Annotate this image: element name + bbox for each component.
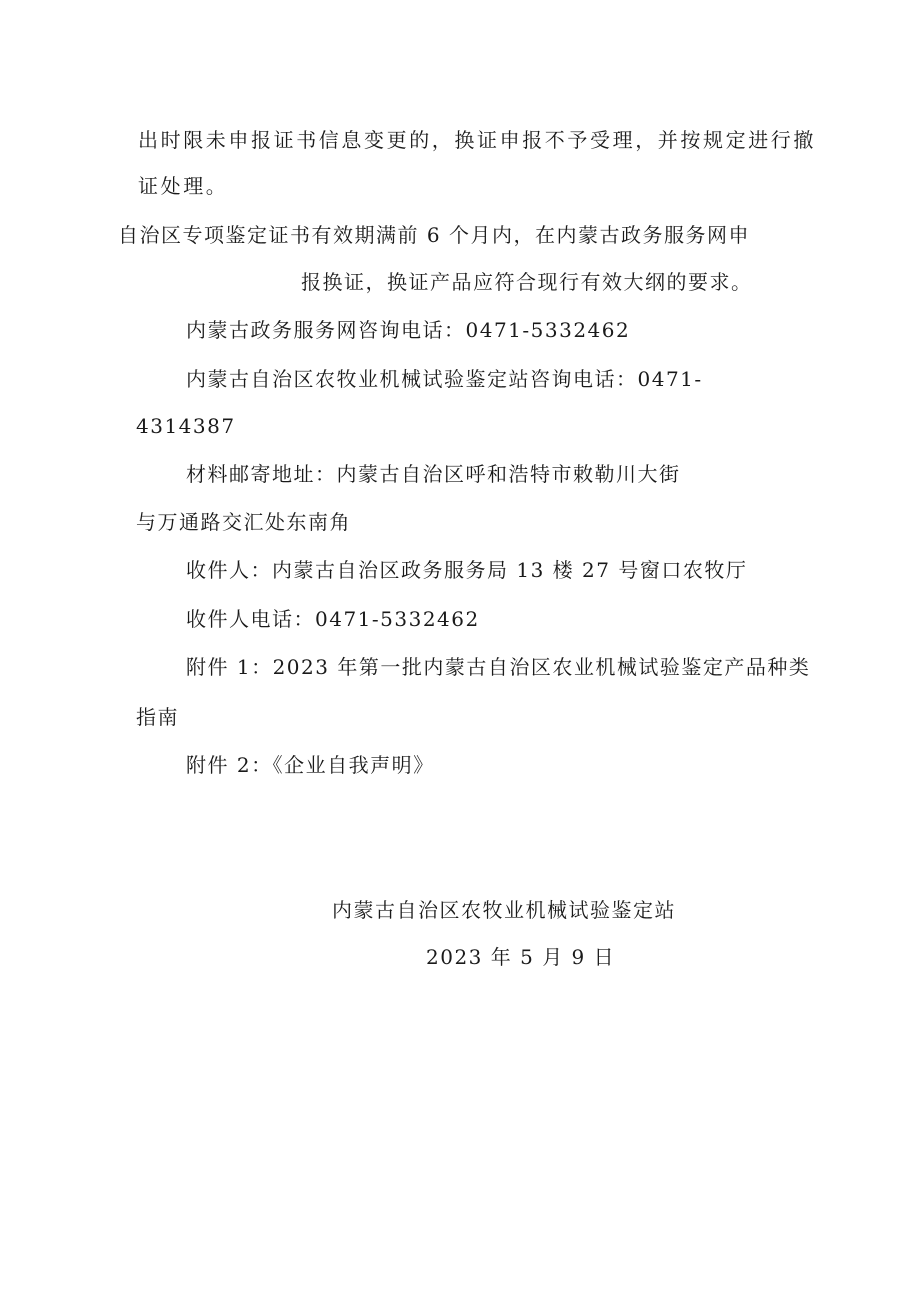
mailing-address-line-2: 与万通路交汇处东南角 bbox=[136, 510, 351, 534]
paragraph-2-line-2: 报换证，换证产品应符合现行有效大纲的要求。 bbox=[301, 270, 753, 294]
attachment-1-line-1: 附件 1：2023 年第一批内蒙古自治区农业机械试验鉴定产品种类 bbox=[186, 655, 811, 679]
station-hotline-line-2: 4314387 bbox=[136, 414, 236, 438]
paragraph-1-line-2: 证处理。 bbox=[138, 174, 229, 198]
signature-organization: 内蒙古自治区农牧业机械试验鉴定站 bbox=[332, 898, 676, 922]
station-hotline-line-1: 内蒙古自治区农牧业机械试验鉴定站咨询电话：0471- bbox=[186, 367, 703, 391]
paragraph-2-line-1: 自治区专项鉴定证书有效期满前 6 个月内，在内蒙古政务服务网申 bbox=[118, 223, 750, 247]
paragraph-1-line-1: 出时限未申报证书信息变更的，换证申报不予受理，并按规定进行撤 bbox=[138, 128, 816, 152]
recipient: 收件人：内蒙古自治区政务服务局 13 楼 27 号窗口农牧厅 bbox=[186, 558, 748, 582]
recipient-phone: 收件人电话：0471-5332462 bbox=[186, 607, 480, 631]
signature-date: 2023 年 5 月 9 日 bbox=[426, 945, 616, 969]
attachment-2: 附件 2：《企业自我声明》 bbox=[186, 753, 435, 777]
attachment-1-line-2: 指南 bbox=[136, 705, 179, 729]
gov-service-hotline: 内蒙古政务服务网咨询电话：0471-5332462 bbox=[186, 318, 631, 342]
mailing-address-line-1: 材料邮寄地址：内蒙古自治区呼和浩特市敕勒川大街 bbox=[186, 462, 681, 486]
